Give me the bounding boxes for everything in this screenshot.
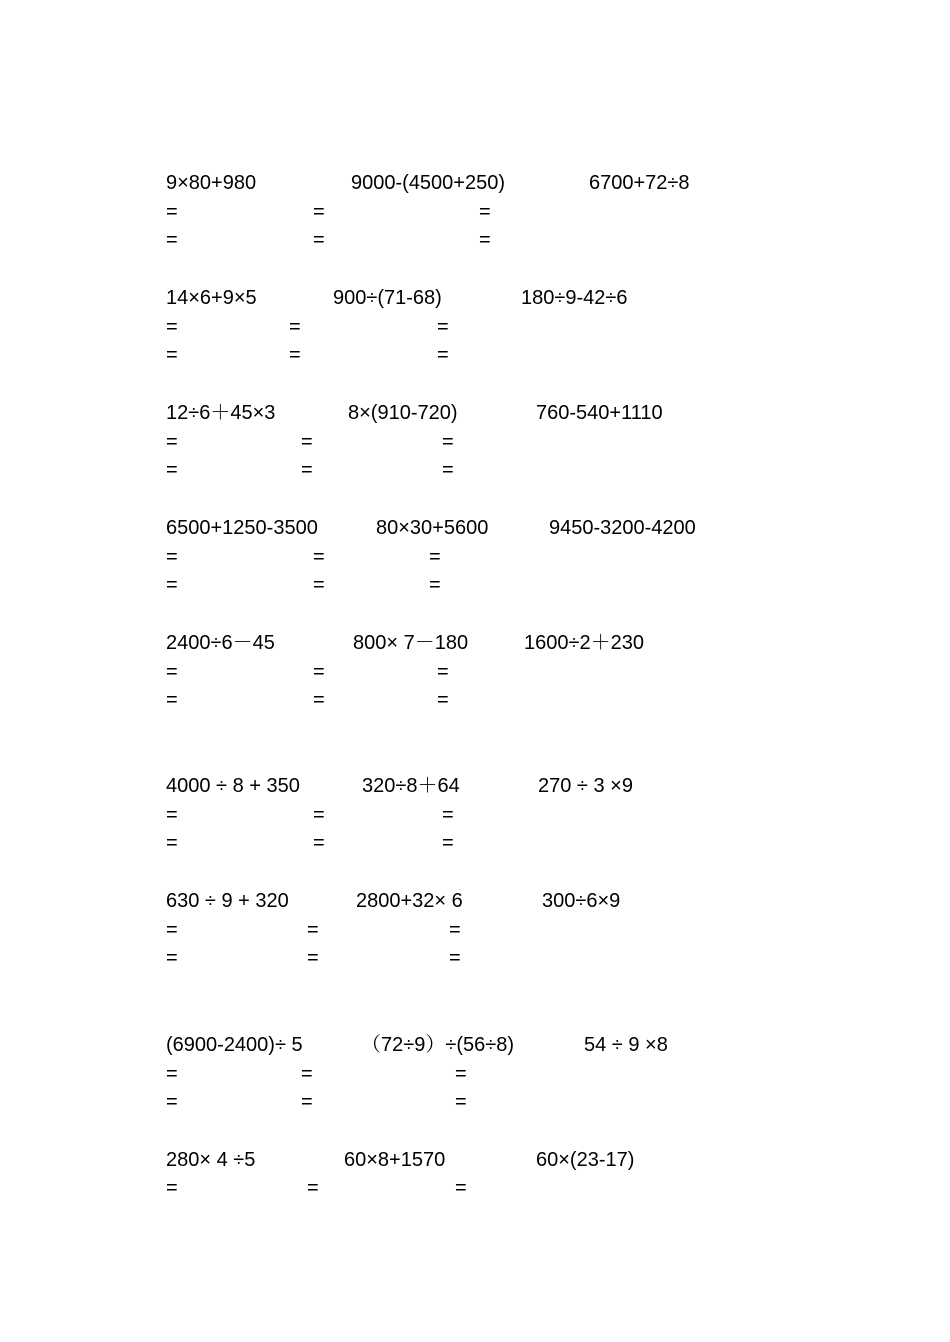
equals-sign: =	[301, 459, 313, 481]
problem-3-1: 12÷6＋45×3	[166, 402, 276, 424]
equals-sign: =	[166, 229, 178, 251]
problem-8-3: 54 ÷ 9 ×8	[584, 1034, 668, 1056]
equals-sign: =	[166, 344, 178, 366]
equals-sign: =	[442, 832, 454, 854]
problem-1-1: 9×80+980	[166, 172, 257, 194]
equals-sign: =	[479, 201, 491, 223]
problem-6-3: 270 ÷ 3 ×9	[538, 775, 633, 797]
equals-sign: =	[301, 1091, 313, 1113]
problem-7-2: 2800+32× 6	[356, 890, 463, 912]
equals-sign: =	[289, 344, 301, 366]
equals-sign: =	[437, 661, 449, 683]
equals-sign: =	[313, 201, 325, 223]
problem-2-3: 180÷9-42÷6	[521, 287, 628, 309]
equals-sign: =	[455, 1091, 467, 1113]
equals-sign: =	[166, 316, 178, 338]
problem-1-2: 9000-(4500+250)	[351, 172, 506, 194]
equals-sign: =	[479, 229, 491, 251]
problem-8-2: （72÷9）÷(56÷8)	[361, 1034, 514, 1056]
equals-sign: =	[166, 1063, 178, 1085]
equals-sign: =	[449, 947, 461, 969]
problem-7-3: 300÷6×9	[542, 890, 621, 912]
equals-sign: =	[166, 431, 178, 453]
equals-sign: =	[307, 947, 319, 969]
equals-sign: =	[313, 804, 325, 826]
equals-sign: =	[166, 832, 178, 854]
equals-sign: =	[429, 574, 441, 596]
problem-2-2: 900÷(71-68)	[333, 287, 442, 309]
equals-sign: =	[437, 689, 449, 711]
equals-sign: =	[442, 459, 454, 481]
equals-sign: =	[166, 919, 178, 941]
problem-9-2: 60×8+1570	[344, 1149, 446, 1171]
equals-sign: =	[455, 1063, 467, 1085]
equals-sign: =	[442, 431, 454, 453]
equals-sign: =	[301, 1063, 313, 1085]
equals-sign: =	[307, 919, 319, 941]
equals-sign: =	[437, 316, 449, 338]
equals-sign: =	[301, 431, 313, 453]
problem-9-1: 280× 4 ÷5	[166, 1149, 256, 1171]
equals-sign: =	[313, 689, 325, 711]
equals-sign: =	[313, 832, 325, 854]
problem-4-3: 9450-3200-4200	[549, 517, 696, 539]
problem-9-3: 60×(23-17)	[536, 1149, 635, 1171]
equals-sign: =	[166, 459, 178, 481]
equals-sign: =	[449, 919, 461, 941]
equals-sign: =	[442, 804, 454, 826]
problem-3-3: 760-540+1110	[536, 402, 663, 424]
equals-sign: =	[166, 1091, 178, 1113]
problem-1-3: 6700+72÷8	[589, 172, 690, 194]
equals-sign: =	[166, 201, 178, 223]
equals-sign: =	[455, 1177, 467, 1199]
problem-4-1: 6500+1250-3500	[166, 517, 318, 539]
equals-sign: =	[166, 947, 178, 969]
problem-5-2: 800× 7－180	[353, 632, 469, 654]
equals-sign: =	[429, 546, 441, 568]
equals-sign: =	[313, 546, 325, 568]
equals-sign: =	[313, 574, 325, 596]
problem-7-1: 630 ÷ 9 + 320	[166, 890, 289, 912]
problem-5-1: 2400÷6－45	[166, 632, 275, 654]
equals-sign: =	[437, 344, 449, 366]
equals-sign: =	[313, 661, 325, 683]
equals-sign: =	[166, 546, 178, 568]
problem-8-1: (6900-2400)÷ 5	[166, 1034, 303, 1056]
equals-sign: =	[313, 229, 325, 251]
equals-sign: =	[289, 316, 301, 338]
problem-2-1: 14×6+9×5	[166, 287, 257, 309]
equals-sign: =	[166, 1177, 178, 1199]
problem-3-2: 8×(910-720)	[348, 402, 458, 424]
problem-5-3: 1600÷2＋230	[524, 632, 644, 654]
equals-sign: =	[166, 574, 178, 596]
equals-sign: =	[307, 1177, 319, 1199]
problem-6-1: 4000 ÷ 8 + 350	[166, 775, 300, 797]
equals-sign: =	[166, 661, 178, 683]
problem-4-2: 80×30+5600	[376, 517, 489, 539]
problem-6-2: 320÷8＋64	[362, 775, 460, 797]
equals-sign: =	[166, 689, 178, 711]
equals-sign: =	[166, 804, 178, 826]
